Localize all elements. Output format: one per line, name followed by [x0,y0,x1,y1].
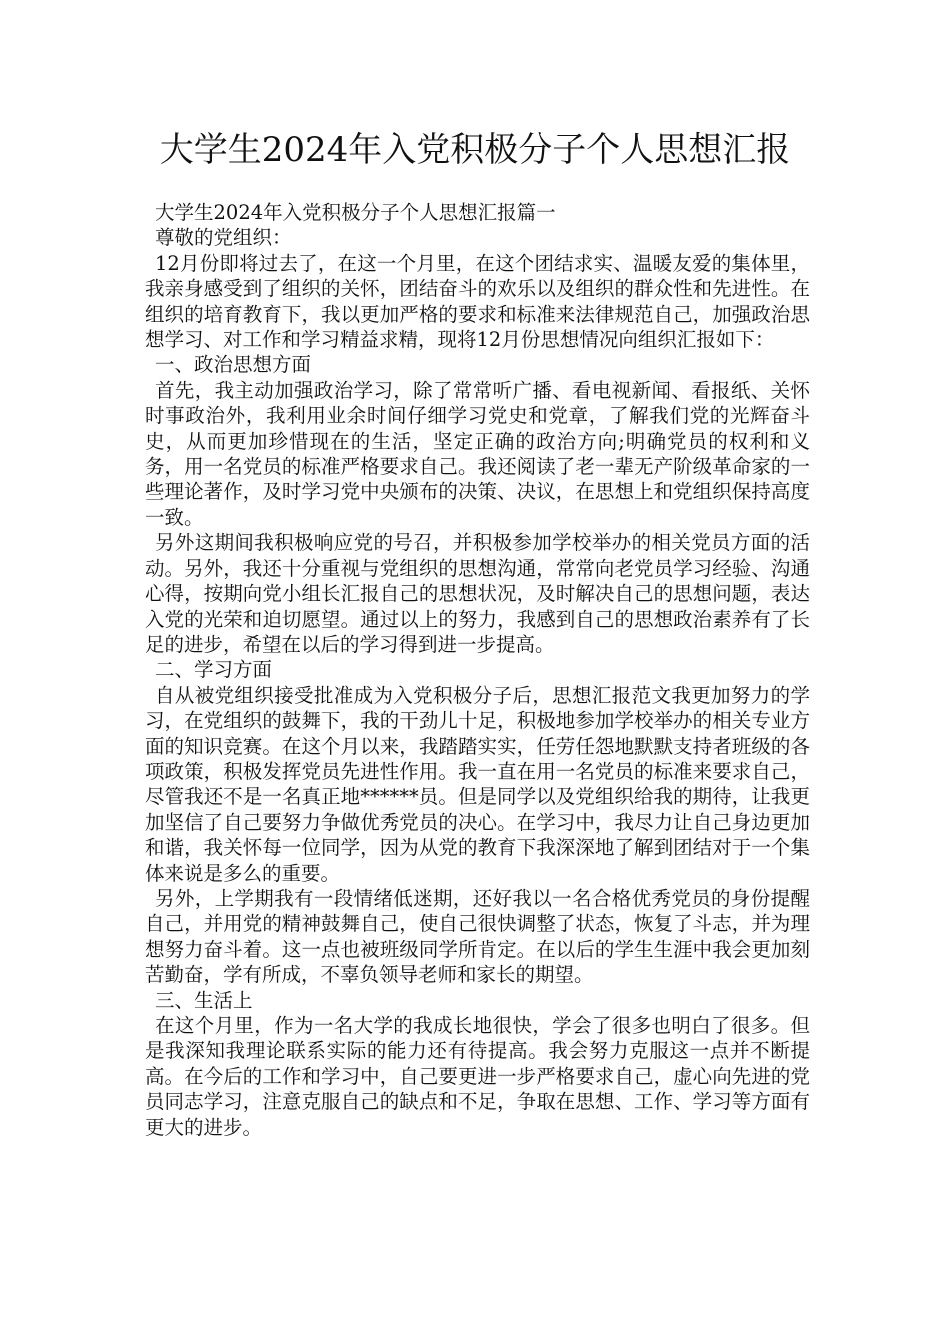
section-heading: 一、政治思想方面 [155,353,312,377]
paragraph: 在这个月里，作为一名大学的我成长地很快，学会了很多也明白了很多。但是我深知我理论联系实际的能力还有待提高。我会努力克服这一点并不断提高。在今后的工作和学习中，自己要更进一步严格要求自己，虚心向先进的党员同志学习，注意克服自己的缺点和不足，争取在思想、工作、学习等方面有更大的进步。 [145,1014,810,1139]
paragraph: 另外，上学期我有一段情绪低迷期，还好我以一名合格优秀党员的身份提醒自己，并用党的精神鼓舞自己，使自己很快调整了状态，恢复了斗志，并为理想努力奋斗着。这一点也被班级同学所肯定。在以后的学生生涯中我会更加刻苦勤奋，学有所成，不辜负领导老师和家长的期望。 [145,886,810,987]
paragraph: 首先，我主动加强政治学习，除了常常听广播、看电视新闻、看报纸、关怀时事政治外，我利用业余时间仔细学习党史和党章，了解我们党的光辉奋斗史，从而更加珍惜现在的生活，坚定正确的政治方向;明确党员的权利和义务，用一名党员的标准严格要求自己。我还阅读了老一辈无产阶级革命家的一些理论著作，及时学习党中央颁布的决策、决议，在思想上和党组织保持高度一致。 [145,378,810,529]
document-body [145,200,810,1140]
paragraph: 自从被党组织接受批准成为入党积极分子后，思想汇报范文我更加努力的学习，在党组织的鼓舞下，我的干劲儿十足，积极地参加学校举办的相关专业方面的知识竞赛。在这个月以来，我踏踏实实，任劳任怨地默默支持者班级的各项政策，积极发挥党员先进性作用。我一直在用一名党员的标准来要求自己，尽管我还不是一名真正地******员。但是同学以及党组织给我的期待，让我更加坚信了自己要努力争做优秀党员的决心。在学习中，我尽力让自己身边更加和谐，我关怀每一位同学，因为从党的教育下我深深地了解到团结对于一个集体来说是多么的重要。 [145,683,810,885]
document-title: 大学生2024年入党积极分子个人思想汇报 [159,130,791,170]
paragraph: 12月份即将过去了，在这一个月里，在这个团结求实、温暖友爱的集体里，我亲身感受到了组织的关怀，团结奋斗的欢乐以及组织的群众性和先进性。在组织的培育教育下，我以更加严格的要求和标准来法律规范自己，加强政治思想学习、对工作和学习精益求精，现将12月份思想情况向组织汇报如下： [145,251,810,352]
section-heading: 二、学习方面 [155,658,273,682]
section-heading: 三、生活上 [155,988,253,1012]
salutation: 尊敬的党组织： [155,226,292,250]
section-heading: 大学生2024年入党积极分子个人思想汇报篇一 [155,201,556,224]
paragraph: 另外这期间我积极响应党的号召，并积极参加学校举办的相关党员方面的活动。另外，我还十分重视与党组织的思想沟通，常常向老党员学习经验、沟通心得，按期向党小组长汇报自己的思想状况，及时解决自己的思想问题，表达入党的光荣和迫切愿望。通过以上的努力，我感到自己的思想政治素养有了长足的进步，希望在以后的学习得到进一步提高。 [145,531,810,656]
